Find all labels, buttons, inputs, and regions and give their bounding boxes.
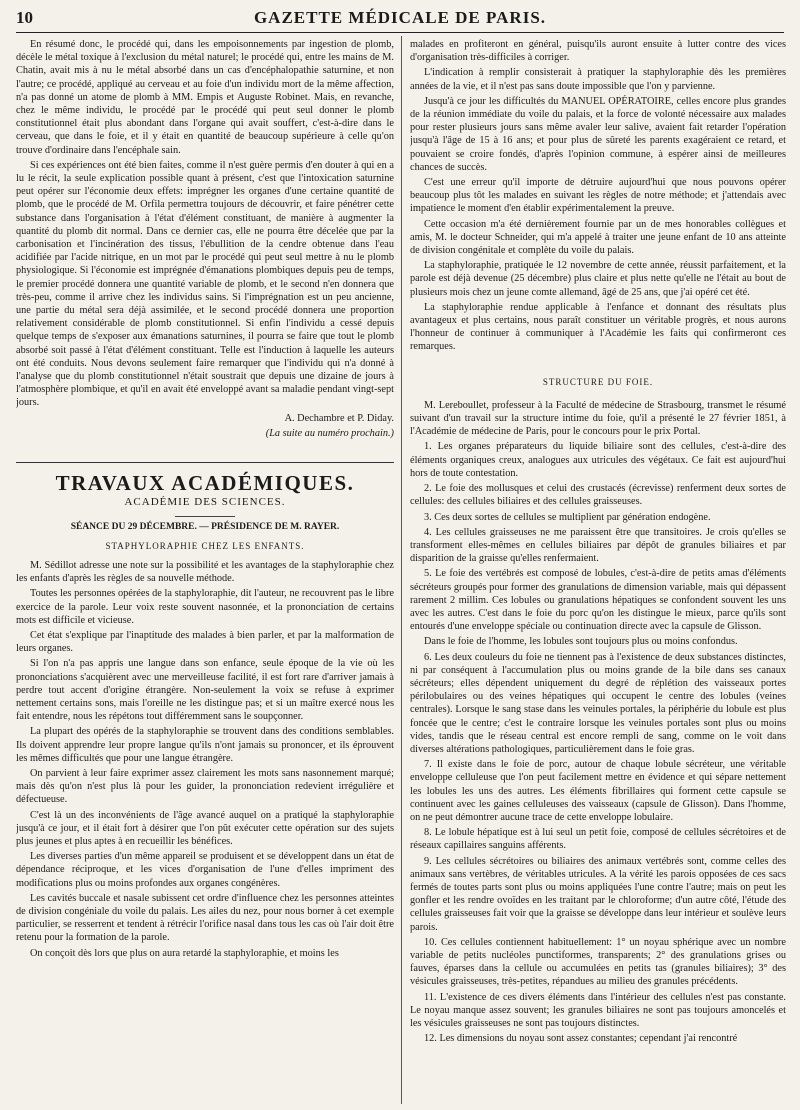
paragraph: Les cavités buccale et nasale subissent cet ordre d'influence chez les personnes atteintes de division congéniale du voile du palais. Les ailes du nez, pour nous borner à cet exemple particulier, se resserrent et tendent à rétrécir l'orifice nasal dans tous les cas où l'air doit être retenu pour la formation de la parole. — [16, 892, 394, 944]
paragraph: 12. Les dimensions du noyau sont assez constantes; cependant j'ai rencontré — [424, 1033, 738, 1045]
journal-title: GAZETTE MÉDICALE DE PARIS. — [253, 8, 547, 27]
paragraph: M. Lereboullet, professeur à la Faculté de médecine de Strasbourg, transmet le résumé suivant d'un travail sur la structure intime du foie, qu'il a présenté le 27 février 1851, à l'Académie de médecine de Paris, pour le concours pour le prix Portal. — [410, 399, 786, 438]
paragraph: 10. Ces cellules contiennent habituellement: 1° un noyau sphérique avec un nombre variable de petits nucléoles punctiformes, transparents; 2° des granulations grises ou fauves, éparses dans la cellule ou accumulées en petits tas (granules biliaires); 3° des vésicules graisseuses, très-petites, répandues au milieu des granules précédents. — [410, 936, 786, 988]
paragraph: Si ces expériences ont été bien faites, comme il n'est guère permis d'en douter à qui en a lu le récit, la seule explication possible quant à présent, c'est que l'intoxication saturnine peut opérer sur l'économie deux effets: imprégner les organes d'une certaine quantité de plomb, que le procédé de M. Orfila permettra toujours de découvrir, et faire pénétrer cette substance dans l'organisation à l'état d'élément constituant, de manière à augmenter la quantité du plomb dit normal. Dans ce dernier cas, elle ne pourra être décelée que par la carbonisation et l'incinération des tissus, l'ébullition de la cendre obtenue dans l'eau acidifiée par l'acide nitrique, en un mot par le procédé qui peut seul mettre à nu le plomb physiologique. Si l'économie est imprégnée d'émanations plombiques depuis peu de temps, le premier procédé donnera une quantité variable de plomb, et le second n'en donnera que très-peu, comme il arrive chez les individus sains. Si l'imprégnation est un peu ancienne, une partie du métal sera déjà assimilée, et le second procédé donnera une proportion relativement considérable de plomb constitutionnel. Si enfin l'individu a cessé depuis quelque temps de s'exposer aux émanations saturnines, il pourra se faire que tout le plomb absorbé soit passé à l'état d'élément constituant. Telle est l'induction à laquelle les auteurs ont été conduits. Nous devons seulement faire remarquer que l'individu qui n'a donné à l'analyse que du plomb constitutionnel n'était soustrait que depuis une dizaine de jours à l'atmosphère plombique, et qu'il en avait été enveloppé avant sa maladie pendant vingt-sept jours. — [16, 159, 394, 409]
paragraph: Toutes les personnes opérées de la staphyloraphie, dit l'auteur, ne recouvrent pas le libre exercice de la parole. Leur voix reste souvent nasonnée, et la prononciation de certains mots est difficile et vicieuse. — [16, 588, 394, 626]
paragraph: malades en profiteront en général, puisqu'ils auront ensuite à lutter contre des vices d'organisation très-difficiles à corriger. — [410, 39, 786, 64]
paragraph: La staphyloraphie, pratiquée le 12 novembre de cette année, réussit parfaitement, et la parole est déjà devenue (25 décembre) plus claire et plus nette qu'elle ne l'était au bout de plusieurs mois chez un jeune comte allemand, âgé de 25 ans, que j'ai opéré cet été. — [410, 260, 786, 298]
divider — [175, 516, 235, 517]
page-number: 10 — [16, 8, 33, 27]
paragraph: 9. Les cellules sécrétoires ou biliaires des animaux vertébrés sont, comme celles des animaux sans vertèbres, de véritables utricules. A la vérité les parois opposées de ces sacs fermés de toutes parts sont plus ou moins appliquées l'une contre l'autre; mais on peut les gonfler et les rendre ovoïdes en les traitant par le chloroforme; d'un autre côté, l'étude des cellules graisseuses fait voir que la graisse se développe dans leur intérieur et soulève leurs parois. — [410, 855, 786, 933]
paragraph: Cette occasion m'a été dernièrement fournie par un de mes honorables collègues et amis, M. le docteur Schneider, qui m'a appelé à traiter une jeune enfant de 10 ans atteinte de division congénitale et complète du voile du palais. — [410, 218, 786, 257]
continuation-note: (La suite au numéro prochain.) — [265, 427, 394, 439]
paragraph: On parvient à leur faire exprimer assez clairement les mots sans nasonnement marqué; mais dès qu'on n'est plus là pour les guider, la prononciation redevient irrégulière et défectueuse. — [16, 767, 394, 806]
paragraph: La staphyloraphie rendue applicable à l'enfance et donnant des résultats plus avantageux et plus certains, nous paraît constituer un véritable progrès, et nous aurons l'honneur de continuer à communiquer à l'Académie les faits qui confirmeront ces remarques. — [410, 301, 786, 353]
paragraph: Jusqu'à ce jour les difficultés du MANUEL OPÉRATOIRE, celles encore plus grandes de la réunion immédiate du voile du palais, et la force de volonté nécessaire aux malades pour rester plusieurs jours sans même avaler leur salive, avaient fait retarder l'opération jusqu'à l'âge de 15 à 16 ans; et pour plus de sûreté les parents exagéraient ce retard, et pouvaient se croire fondés, d'après l'opinion commune, à espérer ainsi de meilleures chances de succès. — [410, 95, 786, 173]
column-divider — [401, 36, 402, 1104]
signature: A. Dechambre et P. Diday. — [284, 412, 394, 424]
paragraph: 7. Il existe dans le foie de porc, autour de chaque lobule sécréteur, une véritable enveloppe celluleuse que l'on peut facilement mettre en évidence et qui sépare nettement les lobules les uns des autres. Les éléments fibrillaires qui forment cette capsule se continuent avec les gaines celluleuses des vaisseaux (capsule de Glisson). Dans l'homme, on ne peut démontrer aucune trace de cette enveloppe lobulaire. — [410, 759, 786, 823]
paragraph: L'indication à remplir consisterait à pratiquer la staphyloraphie dès les premières années de la vie, et il n'est pas sans doute impossible que l'on y parvienne. — [410, 67, 786, 92]
paragraph: La plupart des opérés de la staphyloraphie se trouvent dans des conditions semblables. Ils doivent apprendre leur propre langue qu'ils n'ont jamais su prononcer, et ils éprouvent les mêmes difficultés que pour une langue étrangère. — [16, 726, 394, 764]
article-subheading: STAPHYLORAPHIE CHEZ LES ENFANTS. — [105, 540, 305, 551]
running-head — [16, 6, 784, 33]
academy-heading: ACADÉMIE DES SCIENCES. — [124, 496, 286, 509]
paragraph: C'est une erreur qu'il importe de détruire aujourd'hui que nous pouvons opérer beaucoup plus tôt les malades en suivant les règles de notre méthode; et j'attendais avec impatience le moment d'en établir expérimentalement la preuve. — [410, 177, 786, 215]
paragraph: 2. Le foie des mollusques et celui des crustacés (écrevisse) renferment deux sortes de cellules: des cellules biliaires et des cellules graisseuses. — [410, 483, 786, 508]
left-column — [16, 38, 394, 1106]
paragraph: 4. Les cellules graisseuses ne me paraissent être que transitoires. Je crois qu'elles se transforment elles-mêmes en cellules biliaires par dépôt de granules biliaires et par disparition de la graisse qu'elles renfermaient. — [410, 526, 786, 565]
paragraph: 1. Les organes préparateurs du liquide biliaire sont des cellules, c'est-à-dire des éléments organiques creux, analogues aux utricules des végétaux. Ce fait est aujourd'hui hors de toute contestation. — [410, 441, 786, 479]
paragraph: Cet état s'explique par l'inaptitude des malades à bien parler, et par la malformation de leurs organes. — [16, 629, 394, 655]
paragraph: 8. Le lobule hépatique est à lui seul un petit foie, composé de cellules sécrétoires et de réseaux capillaires sanguins afférents. — [410, 827, 786, 852]
section-title: TRAVAUX ACADÉMIQUES. — [16, 462, 394, 490]
seance-heading: SÉANCE DU 29 DÉCEMBRE. — PRÉSIDENCE DE M. RAYER. — [70, 521, 340, 532]
paragraph: 3. Ces deux sortes de cellules se multiplient par génération endogène. — [424, 511, 711, 523]
paragraph: 11. L'existence de ces divers éléments dans l'intérieur des cellules n'est pas constante. Le noyau manque assez souvent; les granules biliaires ne sont pas toujours amoncelés et les vésicules graisseuses ne sont pas toujours distinctes. — [410, 991, 786, 1030]
paragraph: 5. Le foie des vertébrés est composé de lobules, c'est-à-dire de petits amas d'éléments sécréteurs groupés pour former des granulations de dimension variable, mais qui dépassent rarement 2 millim. Ces lobules ou granulations hépatiques se confondent souvent les uns avec les autres. C'est dans le foie du porc qu'on les distingue le mieux, parce qu'ils sont entourés d'une enveloppe spéciale ou continuation directe avec la capsule de Glisson. — [410, 568, 786, 633]
article-subheading: STRUCTURE DU FOIE. — [542, 376, 654, 387]
paragraph: Les diverses parties d'un même appareil se produisent et se développent dans un état de dépendance réciproque, et les vices d'organisation de l'une d'elles impriment des modifications plus ou moins profondes aux organes congénères. — [16, 851, 394, 889]
paragraph: Dans le foie de l'homme, les lobules sont toujours plus ou moins confondus. — [424, 636, 738, 648]
paragraph: Si l'on n'a pas appris une langue dans son enfance, seule époque de la vie où les prononciations s'acquièrent avec une merveilleuse facilité, il est fort rare d'arriver jamais à perdre tout accent d'origine étrangère. Non-seulement la voix se refuse à exprimer nettement certains sons, mais l'oreille ne les distingue pas; et si un maître exercé nous les fait entendre, nous les répétons tout différemment sans le soupçonner. — [16, 658, 394, 723]
paragraph: M. Sédillot adresse une note sur la possibilité et les avantages de la staphyloraphie chez les enfants d'après les règles de sa nouvelle méthode. — [16, 559, 394, 585]
paragraph: On conçoit dès lors que plus on aura retardé la staphyloraphie, et moins les — [30, 947, 339, 959]
paragraph: En résumé donc, le procédé qui, dans les empoisonnements par ingestion de plomb, décèle le métal toxique à l'exclusion du métal naturel; le procédé qui, entre les mains de M. Chatin, avait mis à nu le métal absorbé dans un cas d'encéphalopathie saturnine, et non l'autre; ce procédé, appliqué au cerveau et au foie d'un individu mort de la même affection, n'a pas donné un atome de plomb à MM. Empis et Auguste Robinet. Mais, en revanche, chez le même individu, le procédé par le procédé qui peut seul donner le plomb constitutionnel était plus abondant dans l'organe qui avait souffert, c'est-à-dire dans le cerveau, que dans le foie, et il y était en quantité de beaucoup supérieure à celle qu'on trouve d'ordinaire dans l'encéphale sain. — [16, 39, 394, 156]
paragraph: 6. Les deux couleurs du foie ne tiennent pas à l'existence de deux substances distinctes, ni par conséquent à l'accumulation plus ou moins grande de la bile dans ses canaux sécréteurs; elles dépendent uniquement du degré de réplétion des vaisseaux portes périlobulaires ou des veines hépatiques qui occupent le centre des lobules (veines centrales). Lorsque le sang stase dans les veinules portales, la périphérie du lobule est plus foncée que le centre; c'est le contraire lorsque les veinules portales sont plus ou moins vides, tandis que le réseau central est encore rempli de sang, comme on le voit dans diverses altérations pathologiques, particulièrement dans le foie gras. — [410, 651, 786, 755]
right-column — [410, 38, 786, 1106]
paragraph: C'est là un des inconvénients de l'âge avancé auquel on a pratiqué la staphyloraphie jusqu'à ce jour, et il était fort à désirer que l'on pût exécuter cette opération sur des sujets plus jeunes et plus aptes à en recueillir les bénéfices. — [16, 809, 394, 847]
